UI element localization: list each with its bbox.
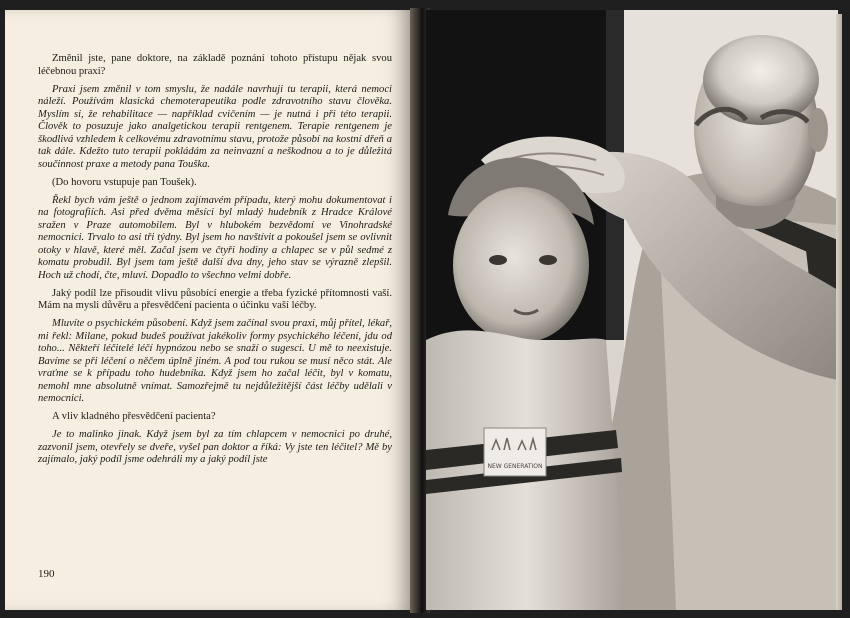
left-page (5, 10, 412, 610)
page-edges (836, 14, 842, 610)
paragraph-note: (Do hovoru vstupuje pan Toušek). (52, 176, 197, 188)
paragraph-question: A vliv kladného přesvědčení pacienta? (52, 411, 216, 422)
paragraph-answer: Řekl bych vám ještě o jednom zajímavém případu, který mohu dokumentovat i na fotografiích. Asi před dvěma měsíci byl mladý hudebník z Hradce Králové sražen v Praze automobilem. Byl v hlubokém bezvědomí ve Vinohradské nemocnici. Trvalo to asi tři týdny. Byl jsem ho navštívit a pokoušel jsem se ovlivnit otoky v hlavě, které měl. Začal jsem ve čtyři hodiny a chlapec se v půl sedmé z komatu probudil. Byl jsem tam ještě další dva dny, jeho stav se výrazně zlepšil. Hoch už chodí, čte, mluví. Dopadlo to všechno velmi dobře. (38, 194, 392, 281)
right-page (426, 10, 838, 610)
photo-healer-and-boy (426, 10, 838, 610)
boy-face (453, 187, 589, 343)
paragraph-answer: Je to malinko jinak. Když jsem byl za tím chlapcem v nemocnici po druhé, zazvonil jsem, otevřely se dveře, vyšel pan doktor a říká: Vy jste ten léčitel? Mě by zajímalo, jaký podíl jsme odehráli my a jaký podíl jste (38, 429, 392, 465)
shirt-print: NEW GENERATION (487, 463, 543, 470)
page-number: 190 (38, 568, 55, 580)
paragraph-question: Jaký podíl lze přisoudit vlivu působící energie a třeba fyzické přítomnosti vaší. Mám na mysli důvěru a přesvědčení pacienta o účinku vaší léčby. (38, 287, 392, 311)
interview-text (38, 53, 392, 472)
paragraph-question: Změnil jste, pane doktore, na základě poznání tohoto přístupu nějak svou léčebnou praxi? (38, 53, 392, 77)
paragraph-answer: Praxi jsem změnil v tom smyslu, že nadále navrhuji tu terapii, která nemoci náleží. Používám klasická chemoterapeutika podle zdravotního stavu člověka. Myslím si, že rehabilitace — například cvičením — je nutná i při této terapii. Člověk to posuzuje jako analgetickou terapii rentgenem. Terapie rentgenem je škodlivá vzhledem k celkovému zdravotnímu stavu, protože působí na kostní dřeň a tak dále. Kdežto tuto terapii pokládám za neinvazní a neškodnou a to je důležitá součinnost praxe a metody pana Touška. (38, 83, 392, 170)
paragraph-answer: Mluvíte o psychickém působení. Když jsem začínal svou praxi, můj přítel, lékař, mi řekl: Milane, pokud budeš používat jakékoliv formy psychického léčení, jdu od toho... Někteří léčitelé léčí hypnózou nebo se snaží o sugesci. U mě to neexistuje. Bavíme se při léčení o něčem úplně jiném. A pod tou rukou se musí něco stát. Ale vraťme se k případu toho hudebníka. Když jsem ho začal léčit, byl v komatu, nemohl mne absolutně vnímat. Samozřejmě tu nejdůležitější část léčby udělali v nemocnici. (38, 318, 392, 404)
